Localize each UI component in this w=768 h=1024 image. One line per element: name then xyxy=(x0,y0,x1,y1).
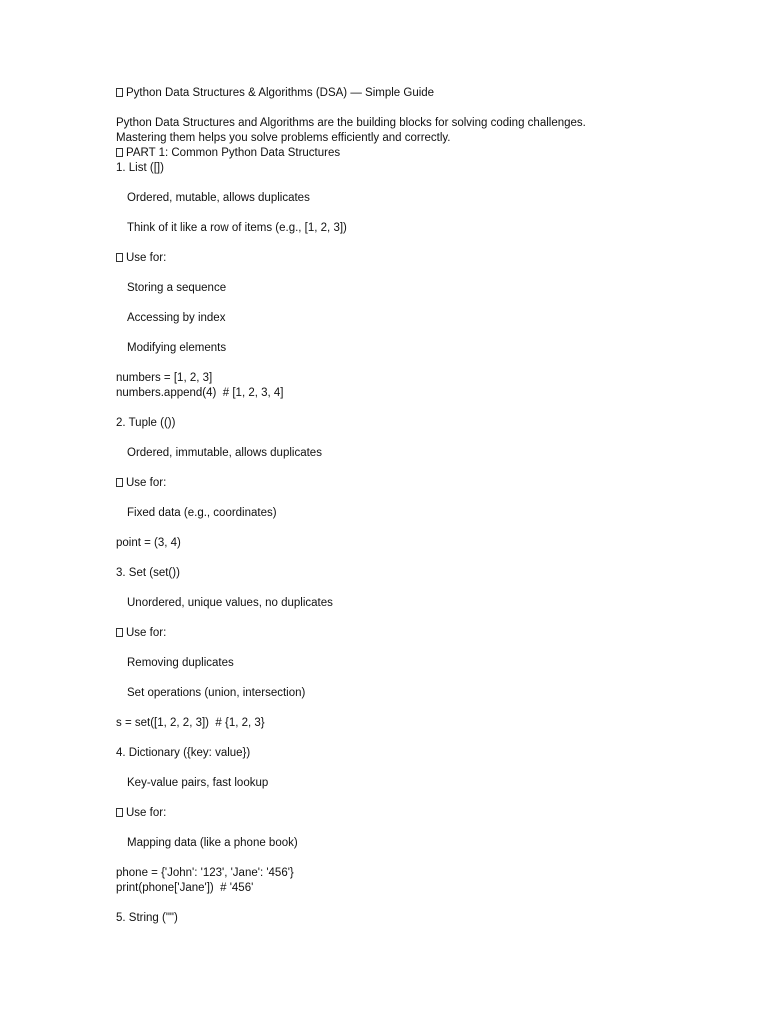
spacer xyxy=(116,821,676,836)
spacer xyxy=(116,236,676,251)
spacer xyxy=(116,206,676,221)
code-line: point = (3, 4) xyxy=(116,537,181,549)
spacer xyxy=(116,581,676,596)
section-heading-string: 5. String ("") xyxy=(116,912,178,924)
section-heading-tuple: 2. Tuple (()) xyxy=(116,417,176,429)
section-heading-dictionary: 4. Dictionary ({key: value}) xyxy=(116,747,251,759)
spacer xyxy=(116,296,676,311)
missing-glyph-icon xyxy=(116,148,123,157)
spacer xyxy=(116,851,676,866)
use-for-label: Use for: xyxy=(116,251,676,266)
spacer xyxy=(116,101,676,116)
spacer xyxy=(116,671,676,686)
use-for-label: Use for: xyxy=(116,806,676,821)
spacer xyxy=(116,491,676,506)
part-heading: PART 1: Common Python Data Structures xyxy=(116,146,676,161)
missing-glyph-icon xyxy=(116,88,123,97)
spacer xyxy=(116,641,676,656)
tuple-description: Ordered, immutable, allows duplicates xyxy=(127,447,322,459)
missing-glyph-icon xyxy=(116,253,123,262)
section-heading-set: 3. Set (set()) xyxy=(116,567,180,579)
spacer xyxy=(116,761,676,776)
intro-text: Python Data Structures and Algorithms are the building blocks for solving coding challenges. xyxy=(116,117,586,129)
spacer xyxy=(116,731,676,746)
missing-glyph-icon xyxy=(116,628,123,637)
document-body xyxy=(116,86,676,926)
use-item: Storing a sequence xyxy=(127,282,227,294)
use-for-label: Use for: xyxy=(116,626,676,641)
spacer xyxy=(116,791,676,806)
spacer xyxy=(116,431,676,446)
spacer xyxy=(116,326,676,341)
use-item: Fixed data (e.g., coordinates) xyxy=(127,507,277,519)
spacer xyxy=(116,611,676,626)
spacer xyxy=(116,266,676,281)
set-description: Unordered, unique values, no duplicates xyxy=(127,597,333,609)
use-for-label: Use for: xyxy=(116,476,676,491)
use-item: Removing duplicates xyxy=(127,657,234,669)
list-description: Think of it like a row of items (e.g., [1, 2, 3]) xyxy=(127,222,347,234)
spacer xyxy=(116,176,676,191)
spacer xyxy=(116,551,676,566)
missing-glyph-icon xyxy=(116,808,123,817)
spacer xyxy=(116,401,676,416)
section-heading-list: 1. List ([]) xyxy=(116,162,164,174)
use-item: Set operations (union, intersection) xyxy=(127,687,306,699)
use-item: Accessing by index xyxy=(127,312,226,324)
code-line: print(phone['Jane']) # '456' xyxy=(116,882,254,894)
use-item: Modifying elements xyxy=(127,342,227,354)
dictionary-description: Key-value pairs, fast lookup xyxy=(127,777,269,789)
use-item: Mapping data (like a phone book) xyxy=(127,837,298,849)
missing-glyph-icon xyxy=(116,478,123,487)
document-title: Python Data Structures & Algorithms (DSA) — Simple Guide xyxy=(116,86,676,101)
code-line: s = set([1, 2, 2, 3]) # {1, 2, 3} xyxy=(116,717,265,729)
spacer xyxy=(116,521,676,536)
code-line: phone = {'John': '123', 'Jane': '456'} xyxy=(116,867,294,879)
spacer xyxy=(116,701,676,716)
spacer xyxy=(116,356,676,371)
spacer xyxy=(116,896,676,911)
spacer xyxy=(116,461,676,476)
list-description: Ordered, mutable, allows duplicates xyxy=(127,192,310,204)
intro-text: Mastering them helps you solve problems efficiently and correctly. xyxy=(116,132,451,144)
code-line: numbers = [1, 2, 3] xyxy=(116,372,213,384)
code-line: numbers.append(4) # [1, 2, 3, 4] xyxy=(116,387,284,399)
